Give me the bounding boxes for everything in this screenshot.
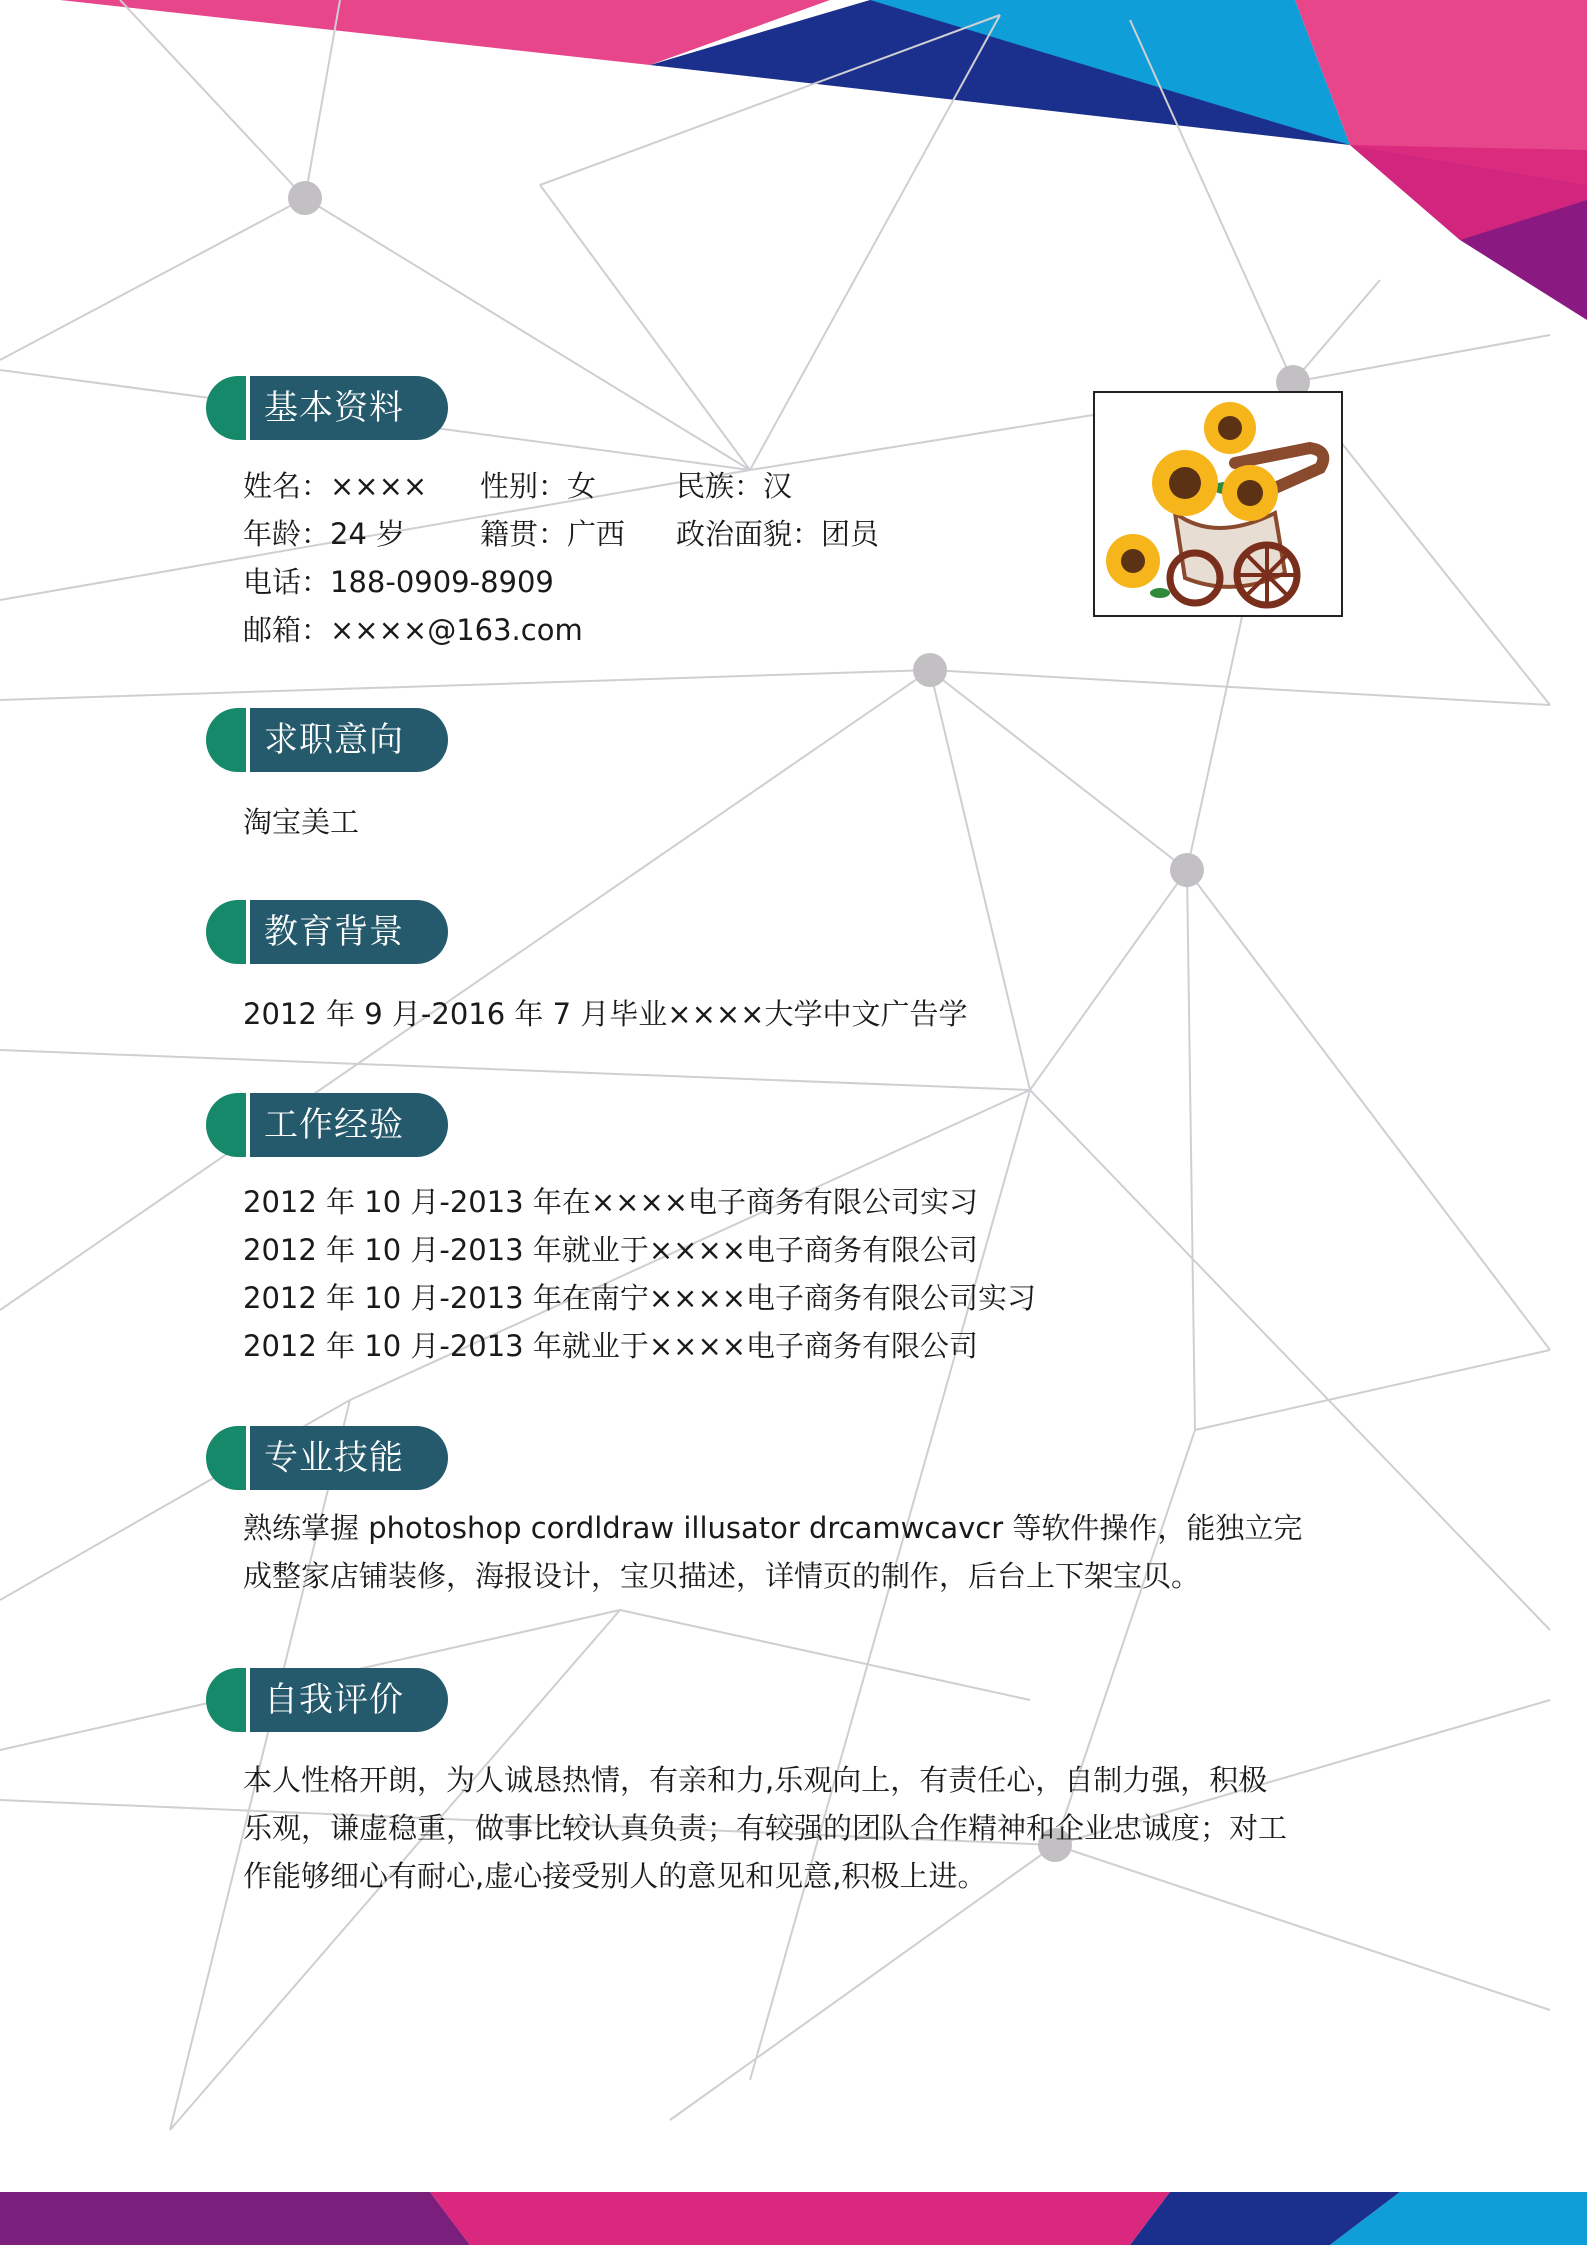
objective-text: 淘宝美工	[243, 805, 360, 839]
section-title: 自我评价	[264, 1680, 404, 1720]
email-field: 邮箱：××××@163.com	[243, 613, 583, 647]
phone-field: 电话：188-0909-8909	[243, 565, 554, 599]
native-place-field: 籍贯：广西	[480, 517, 626, 551]
education-text: 2012 年 9 月-2016 年 7 月毕业××××大学中文广告学	[243, 997, 968, 1031]
self-evaluation-text	[243, 1756, 1288, 1900]
section-header-work	[206, 1093, 448, 1157]
skills-text	[243, 1504, 1303, 1600]
section-header-self-evaluation	[206, 1668, 448, 1732]
ethnicity-field: 民族：汉	[676, 469, 793, 503]
age-field: 年龄：24 岁	[243, 517, 406, 551]
section-title: 工作经验	[264, 1105, 404, 1145]
header-accent	[206, 1668, 250, 1732]
section-header-basic-info	[206, 376, 448, 440]
gender-field: 性别：女	[480, 469, 597, 503]
self-evaluation-line: 本人性格开朗，为人诚恳热情，有亲和力,乐观向上，有责任心，自制力强，积极	[243, 1763, 1268, 1797]
bottom-magenta-band	[430, 2192, 1170, 2245]
section-title: 基本资料	[264, 388, 404, 428]
sunflower-cart-icon	[1095, 393, 1341, 615]
name-field: 姓名：××××	[243, 469, 428, 503]
header-accent	[206, 1426, 250, 1490]
section-header-education	[206, 900, 448, 964]
work-item: 2012 年 10 月-2013 年在××××电子商务有限公司实习	[243, 1185, 979, 1219]
header-accent	[206, 900, 250, 964]
section-title: 专业技能	[264, 1438, 404, 1478]
header-accent	[206, 708, 250, 772]
header-accent	[206, 376, 250, 440]
section-title: 求职意向	[264, 720, 404, 760]
self-evaluation-line: 乐观，谦虚稳重，做事比较认真负责；有较强的团队合作精神和企业忠诚度；对工	[243, 1811, 1288, 1845]
work-item: 2012 年 10 月-2013 年就业于××××电子商务有限公司	[243, 1233, 979, 1267]
political-status-field: 政治面貌：团员	[676, 517, 880, 551]
section-header-objective	[206, 708, 448, 772]
bottom-purple-band	[0, 2192, 470, 2245]
skills-line: 成整家店铺装修，海报设计，宝贝描述，详情页的制作，后台上下架宝贝。	[243, 1559, 1201, 1593]
header-accent	[206, 1093, 250, 1157]
profile-photo	[1093, 391, 1343, 617]
work-item: 2012 年 10 月-2013 年在南宁××××电子商务有限公司实习	[243, 1281, 1037, 1315]
skills-line: 熟练掌握 photoshop cordldraw illusator drcamwcavcr 等软件操作，能独立完	[243, 1511, 1303, 1545]
self-evaluation-line: 作能够细心有耐心,虚心接受别人的意见和见意,积极上进。	[243, 1859, 987, 1893]
section-header-skills	[206, 1426, 448, 1490]
section-title: 教育背景	[264, 912, 404, 952]
work-item: 2012 年 10 月-2013 年就业于××××电子商务有限公司	[243, 1329, 979, 1363]
